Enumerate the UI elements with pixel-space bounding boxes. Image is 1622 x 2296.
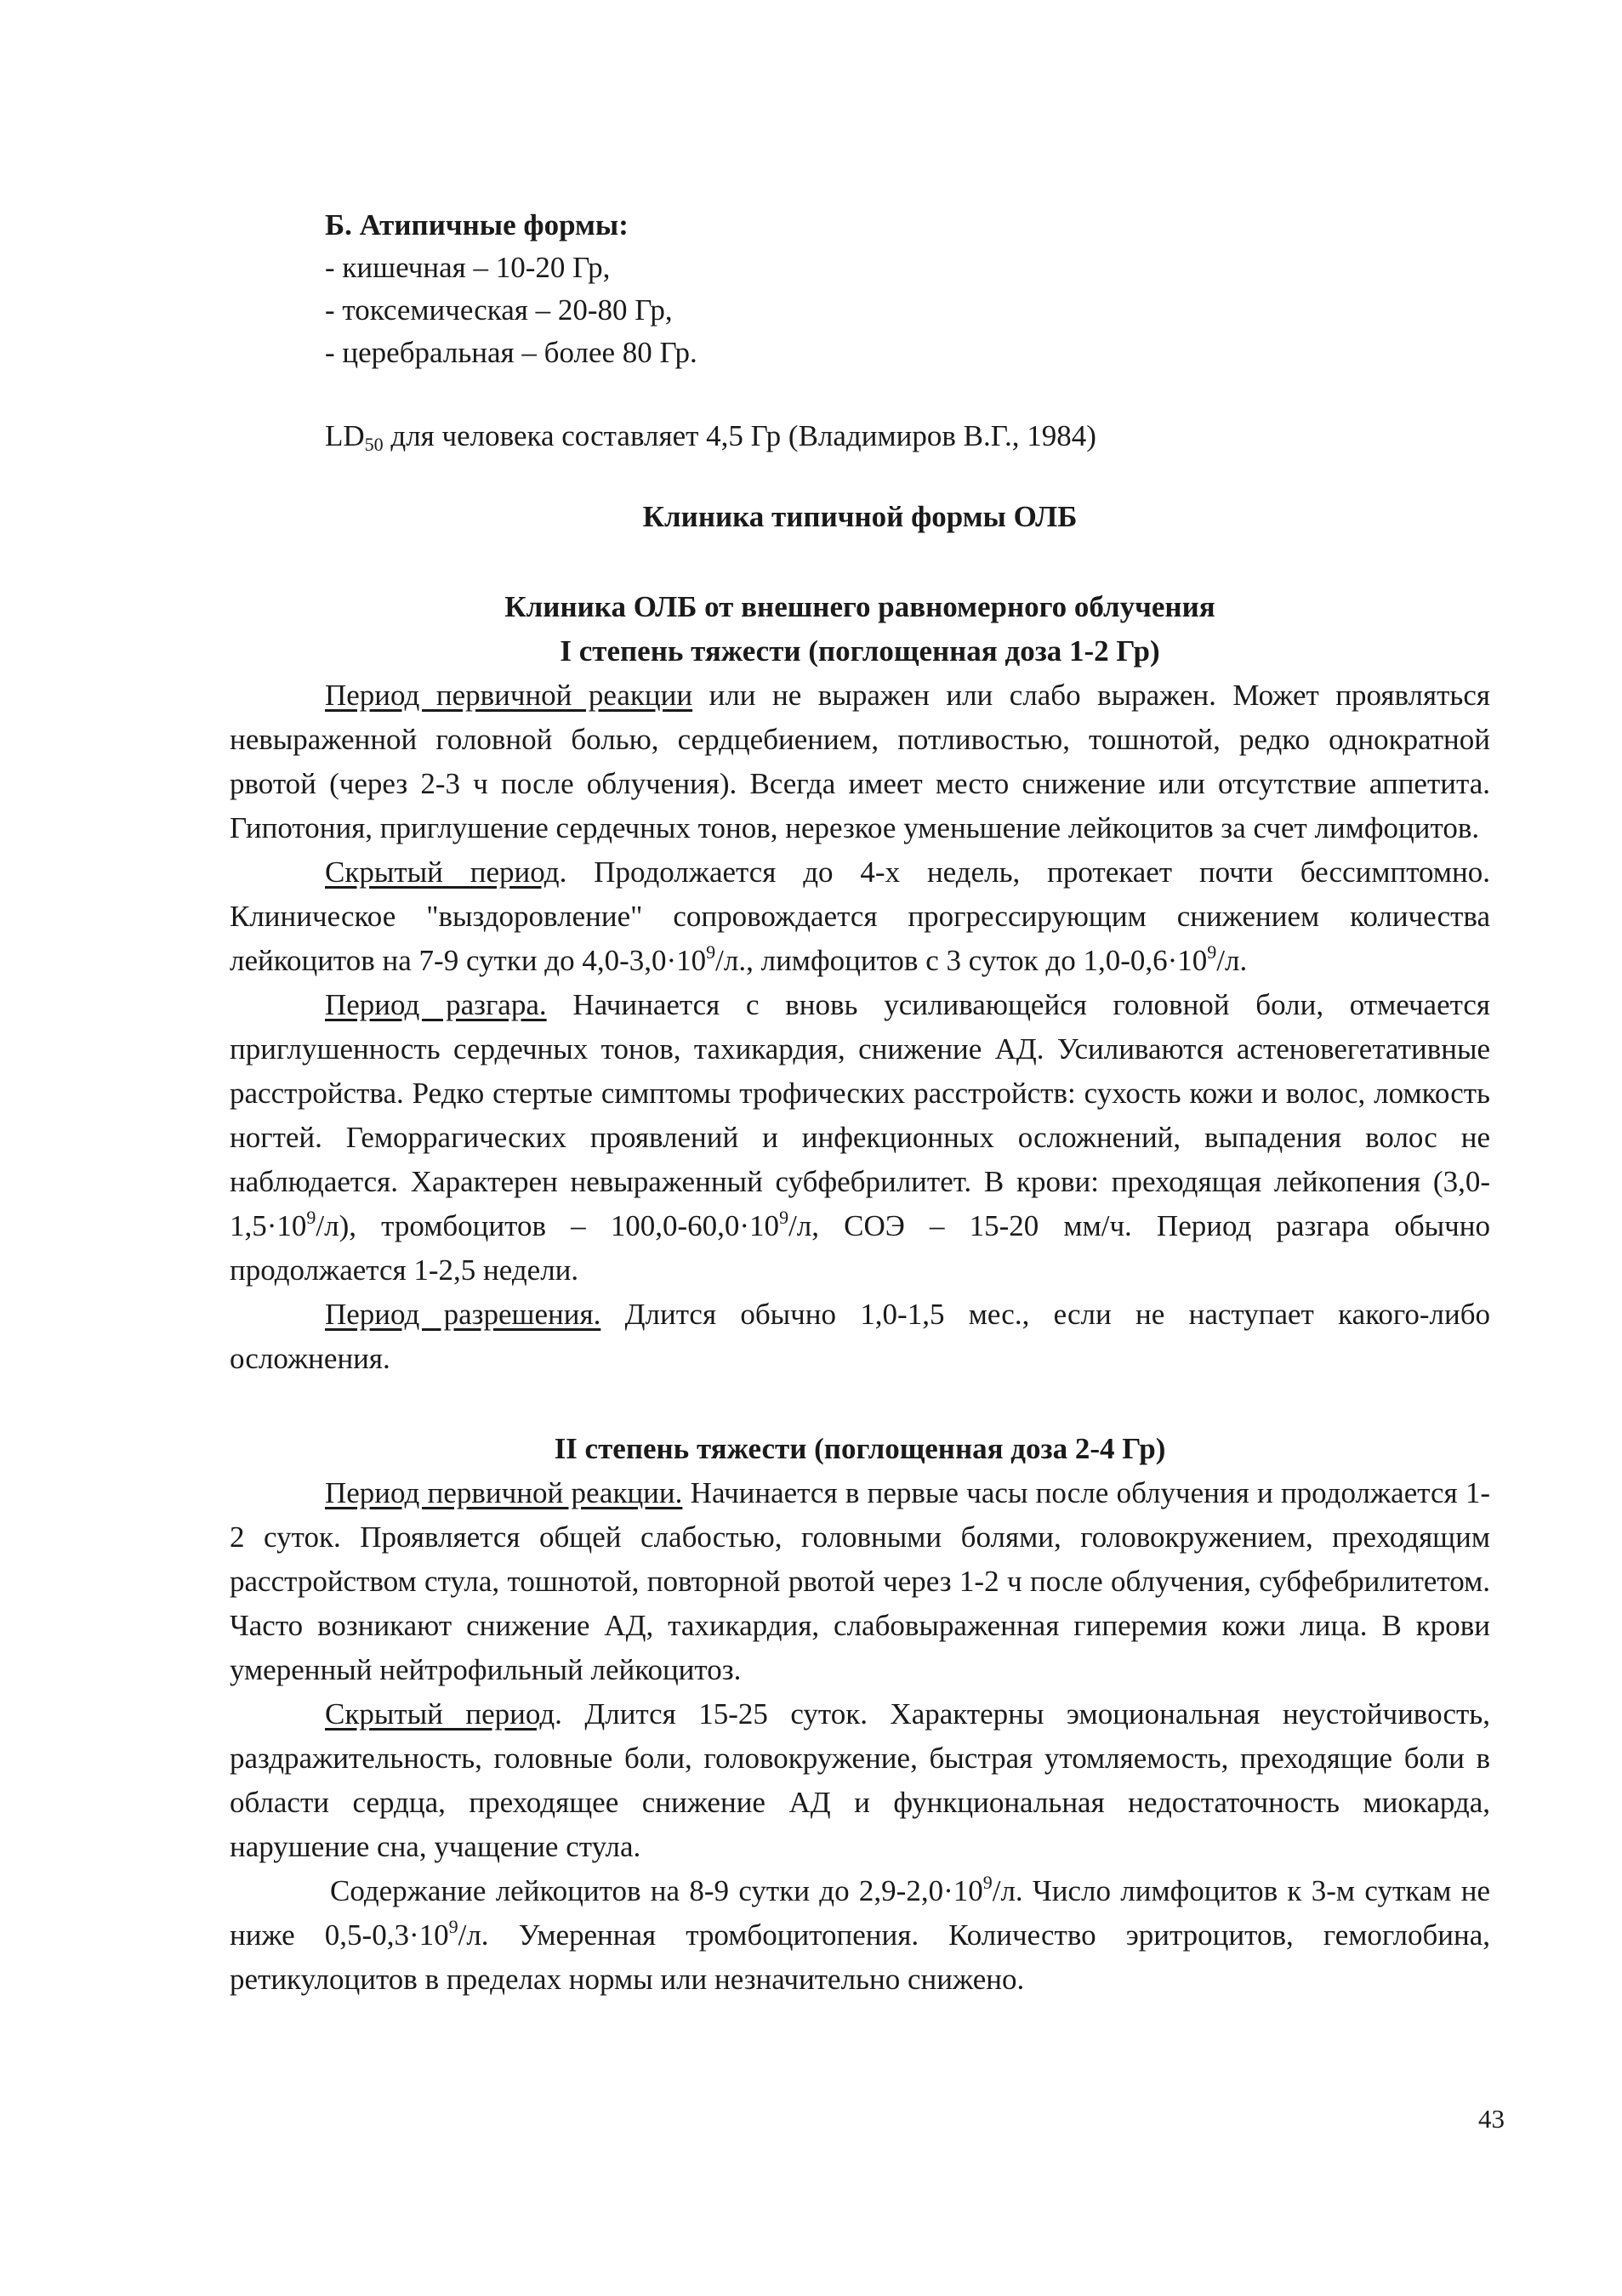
degree2-title: II степень тяжести (поглощенная доза 2-4 Гр) xyxy=(554,1432,1166,1465)
list-item-toxemic: - токсемическая – 20-80 Гр, xyxy=(325,293,673,327)
list-item-cerebral: - церебральная – более 80 Гр. xyxy=(325,336,697,369)
list-item-intestinal: - кишечная – 10-20 Гр, xyxy=(325,251,611,284)
subsection-title-external-irradiation: Клиника ОЛБ от внешнего равномерного облучения xyxy=(504,590,1215,623)
period-label: Период разрешения. xyxy=(325,1298,601,1331)
degree1-latent-period-paragraph: Скрытый период. Продолжается до 4-х недель, протекает почти бессимптомно. Клиническое "выздоровление" сопровождается прогрессирующим снижением количества лейкоцитов на 7-9 сутки до $4,0-3,0\cdot 10^9/л$., лимфоцитов с 3 суток до $1,0-0,6\cdot 10^9/л$. xyxy=(230,855,1491,977)
degree2-blood-counts-paragraph: Содержание лейкоцитов на 8-9 сутки до $2,9-2,0\cdot 10^9/л$. Число лимфоцитов к 3-м суткам не ниже $0,5-0,3\cdot 10^9/л$. Умеренная тромбоцитопения. Количество эритроцитов, гемоглобина, ретикулоцитов в пределах нормы или незначительно снижено. xyxy=(230,1872,1490,1996)
period-label: Период первичной реакции. xyxy=(325,1476,683,1509)
degree1-peak-period-paragraph: Период разгара. Начинается с вновь усиливающейся головной боли, отмечается приглушенность сердечных тонов, тахикардия, снижение АД. Усиливаются астеновегетативные расстройства. Редко стертые симптомы трофических расстройств: сухость кожи и волос, ломкость ногтей. Геморрагических проявлений и инфекционных осложнений, выпадения волос не наблюдается. Характерен невыраженный субфебрилитет. В крови: преходящая лейкопения $(3,0-1,5\cdot 10^9/л)$, тромбоцитов – $100,0-60,0\cdot 10^9/л$, СОЭ – 15-20 мм/ч. Период разгара обычно продолжается 1-2,5 недели. xyxy=(230,988,1490,1287)
period-label: Период разгара. xyxy=(325,988,547,1021)
degree1-primary-reaction-paragraph: Период первичной реакции или не выражен или слабо выражен. Может проявляться невыраженной головной болью, сердцебиением, потливостью, тошнотой, редко однократной рвотой (через 2-3 ч после облучения). Всегда имеет место снижение или отсутствие аппетита. Гипотония, приглушение сердечных тонов, нерезкое уменьшение лейкоцитов за счет лимфоцитов. xyxy=(230,679,1490,844)
section-title-typical-clinic: Клиника типичной формы ОЛБ xyxy=(642,500,1078,533)
period-label: Скрытый период xyxy=(325,855,560,889)
degree1-resolution-period-paragraph: Период разрешения. Длится обычно 1,0-1,5 мес., если не наступает какого-либо осложнения. xyxy=(230,1298,1490,1375)
atypical-forms-heading: Б. Атипичные формы: xyxy=(325,208,629,242)
degree2-primary-reaction-paragraph: Период первичной реакции. Начинается в первые часы после облучения и продолжается 1-2 суток. Проявляется общей слабостью, головными болями, головокружением, преходящим расстройством стула, тошнотой, повторной рвотой через 1-2 ч после облучения, субфебрилитетом. Часто возникают снижение АД, тахикардия, слабовыраженная гиперемия кожи лица. В крови умеренный нейтрофильный лейкоцитоз. xyxy=(230,1476,1490,1686)
ld50-statement: $LD_{50}$ для человека составляет 4,5 Гр (Владимиров В.Г., 1984) xyxy=(325,419,1096,455)
page-number: 43 xyxy=(1478,2104,1505,2134)
period-label: Период первичной реакции xyxy=(325,679,693,712)
degree2-latent-period-paragraph: Скрытый период. Длится 15-25 суток. Характерны эмоциональная неустойчивость, раздражительность, головные боли, головокружение, быстрая утомляемость, преходящие боли в области сердца, преходящее снижение АД и функциональная недостаточность миокарда, нарушение сна, учащение стула. xyxy=(230,1697,1491,1863)
atypical-forms-list xyxy=(325,204,1490,374)
degree1-title: I степень тяжести (поглощенная доза 1-2 Гр) xyxy=(560,634,1160,668)
document-page xyxy=(230,204,1490,2002)
period-label: Скрытый период xyxy=(325,1697,555,1731)
